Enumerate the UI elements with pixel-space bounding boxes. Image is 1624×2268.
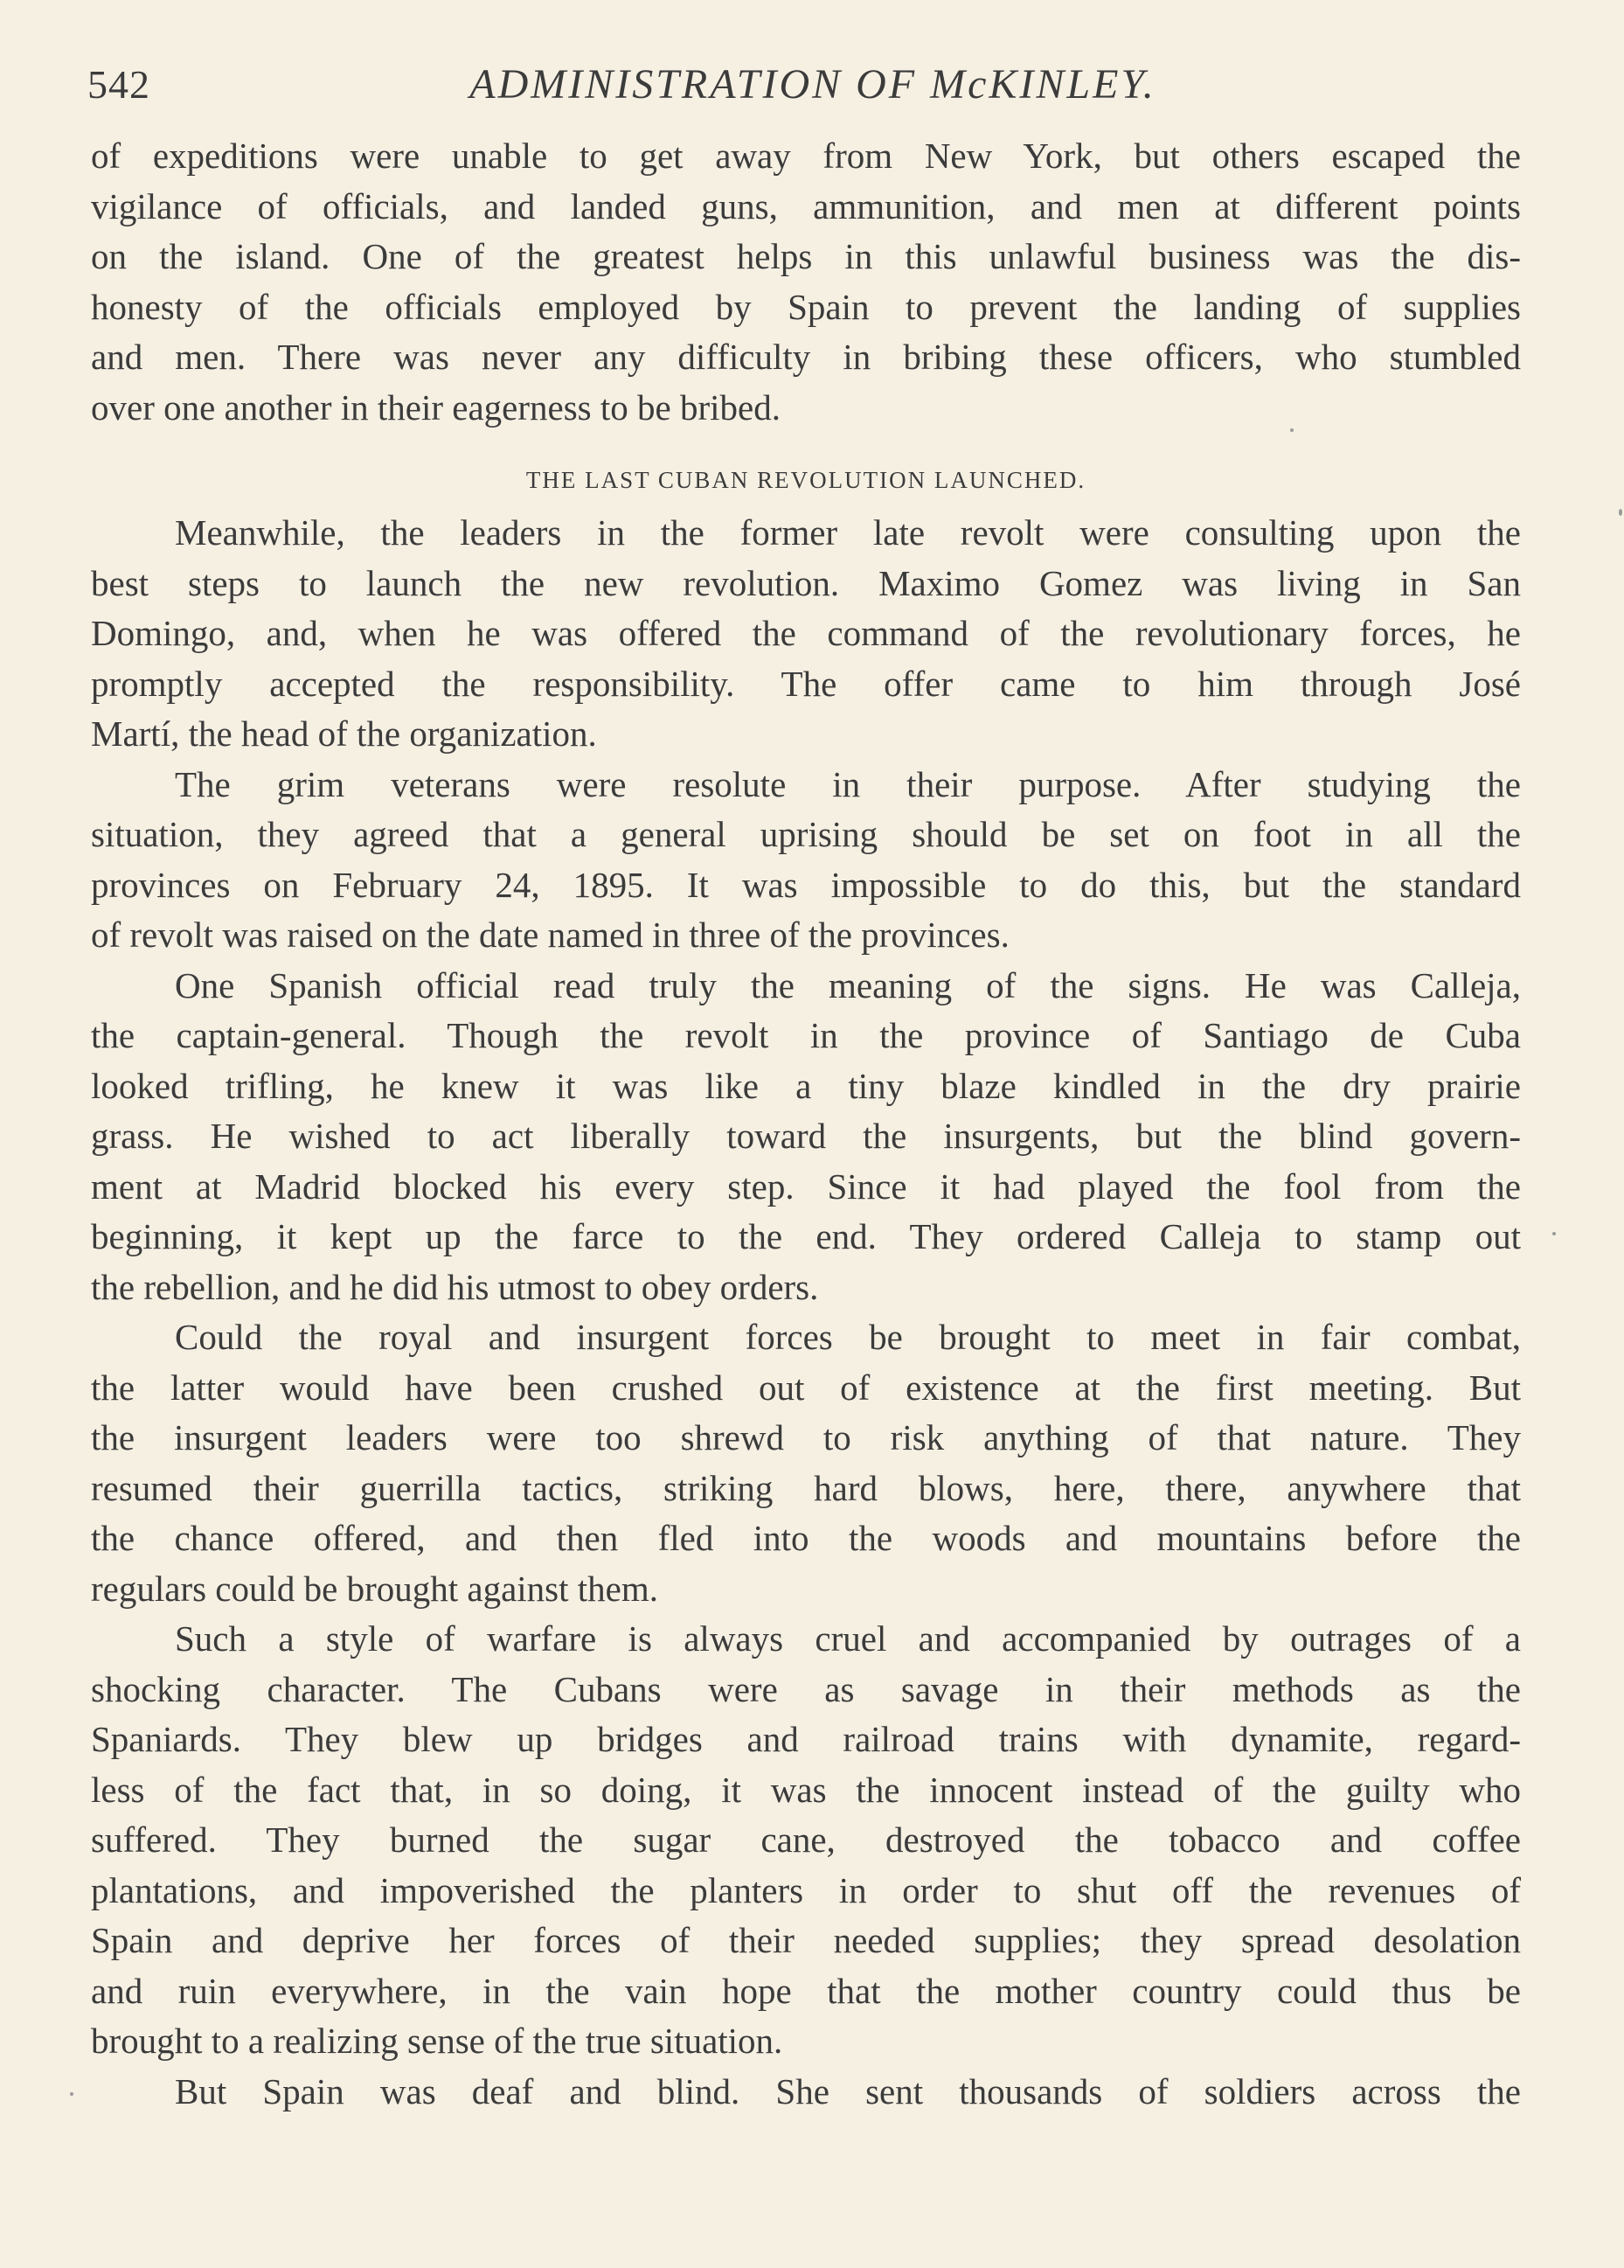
paragraph <box>91 1614 1521 2067</box>
text-line: of revolt was raised on the date named in three of the provinces. <box>91 915 1010 955</box>
text-line: resumed their guerrilla tactics, striking hard blows, here, there, anywhere that <box>91 1467 1521 1508</box>
text-line: the rebellion, and he did his utmost to obey orders. <box>91 1266 819 1307</box>
text-line: looked trifling, he knew it was like a tiny blaze kindled in the dry prairie <box>91 1065 1521 1106</box>
text-line: suffered. They burned the sugar cane, destroyed the tobacco and coffee <box>91 1819 1521 1860</box>
text-line: regulars could be brought against them. <box>91 1568 658 1609</box>
text-line: Could the royal and insurgent forces be brought to meet in fair combat, <box>175 1317 1521 1357</box>
text-line: over one another in their eagerness to be bribed. <box>91 386 781 428</box>
text-line: beginning, it kept up the farce to the end. They ordered Calleja to stamp out <box>91 1216 1521 1256</box>
text-line: But Spain was deaf and blind. She sent thousands of soldiers across the <box>175 2070 1521 2111</box>
print-speck <box>1552 1232 1556 1235</box>
paragraph <box>91 131 1521 433</box>
text-line: the chance offered, and then fled into the woods and mountains before the <box>91 1518 1521 1558</box>
text-line: ment at Madrid blocked his every step. Since it had played the fool from the <box>91 1165 1521 1207</box>
text-line: honesty of the officials employed by Spain to prevent the landing of supplies <box>91 286 1521 327</box>
paragraph <box>91 961 1521 1313</box>
paragraph <box>91 760 1521 961</box>
text-line: shocking character. The Cubans were as savage in their methods as the <box>91 1668 1521 1709</box>
text-line: the insurgent leaders were too shrewd to risk anything of that nature. They <box>91 1417 1521 1458</box>
text-line: of expeditions were unable to get away from New York, but others escaped the <box>91 136 1521 176</box>
text-line: Spaniards. They blew up bridges and railroad trains with dynamite, regard- <box>91 1719 1521 1759</box>
print-speck <box>70 2092 73 2096</box>
text-line: brought to a realizing sense of the true situation. <box>91 2021 783 2061</box>
paragraph <box>91 1312 1521 1614</box>
text-line: Spain and deprive her forces of their needed supplies; they spread desolation <box>91 1920 1521 1960</box>
text-line: Meanwhile, the leaders in the former late revolt were consulting upon the <box>175 512 1521 553</box>
text-line: less of the fact that, in so doing, it was the innocent instead of the guilty who <box>91 1769 1521 1810</box>
text-line: plantations, and impoverished the planters in order to shut off the revenues of <box>91 1869 1521 1910</box>
text-line: on the island. One of the greatest helps in this unlawful business was the dis- <box>91 236 1521 276</box>
text-line: Domingo, and, when he was offered the command of the revolutionary forces, he <box>91 613 1521 653</box>
body-text <box>91 131 1521 2117</box>
text-line: grass. He wished to act liberally toward the insurgents, but the blind govern- <box>91 1116 1521 1156</box>
text-line: One Spanish official read truly the meaning of the signs. He was Calleja, <box>175 964 1521 1005</box>
text-line: and men. There was never any difficulty in bribing these officers, who stumbled <box>91 337 1521 377</box>
text-line: situation, they agreed that a general uprising should be set on foot in all the <box>91 814 1521 854</box>
text-line: provinces on February 24, 1895. It was impossible to do this, but the standard <box>91 864 1521 905</box>
text-line: promptly accepted the responsibility. The offer came to him through José <box>91 663 1521 704</box>
text-line: and ruin everywhere, in the vain hope that the mother country could thus be <box>91 1970 1521 2011</box>
text-line: best steps to launch the new revolution. Maximo Gomez was living in San <box>91 562 1521 603</box>
section-heading: THE LAST CUBAN REVOLUTION LAUNCHED. <box>525 467 1086 493</box>
text-line: vigilance of officials, and landed guns, ammunition, and men at different points <box>91 185 1521 226</box>
paragraph <box>91 2067 1521 2118</box>
running-head: ADMINISTRATION OF McKINLEY. <box>469 61 1156 108</box>
page-number: 542 <box>87 62 150 107</box>
text-line: the latter would have been crushed out of existence at the first meeting. But <box>91 1367 1521 1408</box>
print-speck <box>1290 428 1294 432</box>
paragraph <box>91 508 1521 760</box>
print-speck <box>1619 509 1622 516</box>
text-line: Such a style of warfare is always cruel and accompanied by outrages of a <box>175 1618 1521 1659</box>
text-line: the captain-general. Though the revolt in the province of Santiago de Cuba <box>91 1015 1521 1055</box>
text-line: The grim veterans were resolute in their purpose. After studying the <box>175 763 1521 804</box>
page-header <box>87 54 1538 115</box>
text-line: Martí, the head of the organization. <box>91 713 597 754</box>
